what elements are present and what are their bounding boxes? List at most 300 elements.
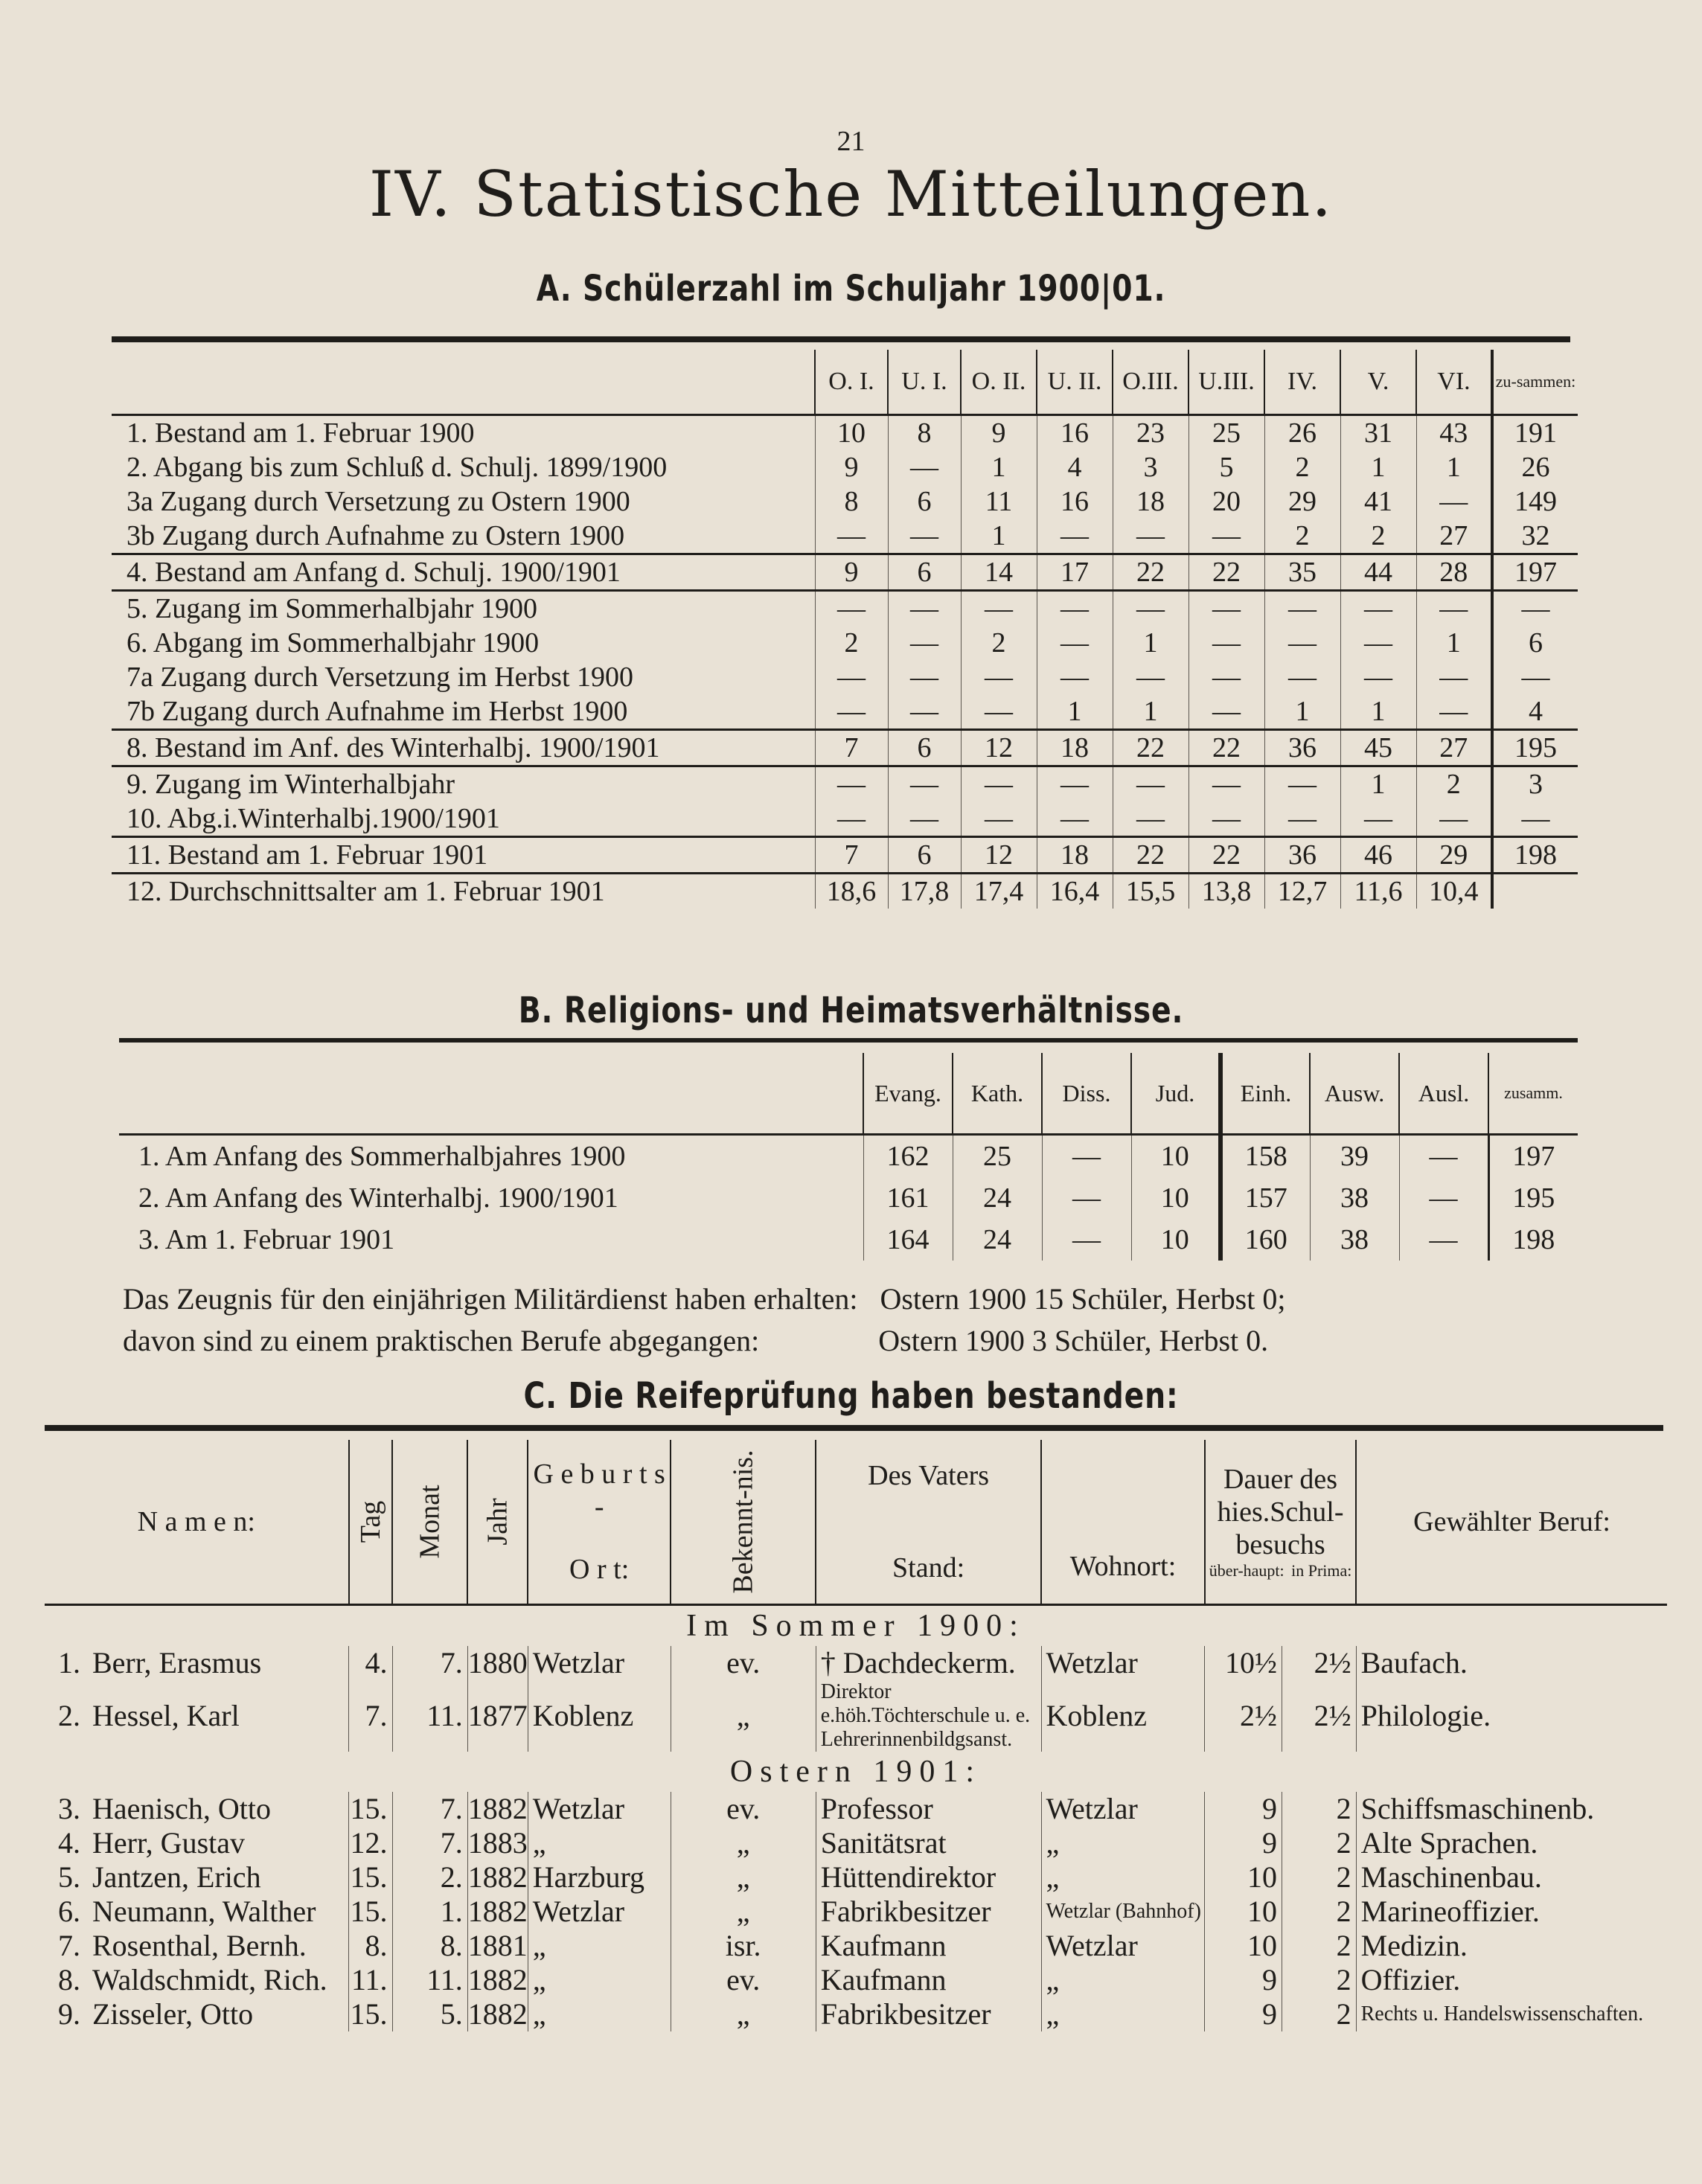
row-total: 26 xyxy=(1492,450,1578,484)
cell-value: 9 xyxy=(961,415,1037,451)
conf-cell: „ xyxy=(671,1895,816,1929)
prima-cell: 2½ xyxy=(1282,1680,1357,1752)
place-cell: „ xyxy=(528,1929,671,1963)
cell-value: — xyxy=(888,801,961,837)
graduate-number: 3. xyxy=(58,1792,80,1825)
graduate-row xyxy=(45,1929,1667,1963)
row-total: 198 xyxy=(1492,837,1578,874)
cell-value: 160 xyxy=(1220,1219,1310,1261)
religion-table xyxy=(119,1053,1578,1261)
year-cell: 1882 xyxy=(467,1997,528,2031)
row-label: 5. Zugang im Sommerhalbjahr 1900 xyxy=(127,593,537,624)
cell-value: — xyxy=(1037,519,1113,554)
prima-cell: 2 xyxy=(1282,1826,1357,1860)
status-cell: Sanitätsrat xyxy=(816,1826,1041,1860)
cell-value: 5 xyxy=(1188,450,1264,484)
cell-value: 43 xyxy=(1416,415,1492,451)
cell-value: — xyxy=(1340,801,1416,837)
column-header: O. II. xyxy=(961,350,1037,415)
row-total: 32 xyxy=(1492,519,1578,554)
cell-value: 11 xyxy=(961,484,1037,519)
table-row xyxy=(112,591,1578,627)
graduate-number: 7. xyxy=(58,1929,80,1962)
cell-value: 16 xyxy=(1037,484,1113,519)
column-header: Jud. xyxy=(1131,1053,1220,1135)
overall-cell: 2½ xyxy=(1205,1680,1282,1752)
cell-value: — xyxy=(1264,660,1340,694)
cell-value: 12 xyxy=(961,837,1037,874)
row-total: 149 xyxy=(1492,484,1578,519)
cell-value: 1 xyxy=(1340,450,1416,484)
cell-value: 8 xyxy=(888,415,961,451)
name-cell xyxy=(45,1929,349,1963)
graduate-row xyxy=(45,1646,1667,1680)
job-cell: Alte Sprachen. xyxy=(1356,1826,1667,1860)
row-total: — xyxy=(1492,591,1578,627)
status-cell: Kaufmann xyxy=(816,1929,1041,1963)
graduate-number: 9. xyxy=(58,1997,80,2031)
residence-cell: „ xyxy=(1041,1826,1205,1860)
name-cell xyxy=(45,1860,349,1895)
year-cell: 1882 xyxy=(467,1792,528,1825)
row-total: 198 xyxy=(1488,1219,1578,1261)
cell-value: 22 xyxy=(1113,730,1188,766)
cell-value: 2 xyxy=(961,626,1037,660)
cell-value: 1 xyxy=(1340,766,1416,802)
cell-value: — xyxy=(1042,1177,1131,1219)
overall-cell: 9 xyxy=(1205,1963,1282,1997)
section-c-heading: C. Die Reifeprüfung haben bestanden: xyxy=(523,1375,1179,1417)
cell-value: 4 xyxy=(1037,450,1113,484)
conf-cell: „ xyxy=(671,1997,816,2031)
status-cell: Fabrikbesitzer xyxy=(816,1895,1041,1929)
year-cell: 1881 xyxy=(467,1929,528,1962)
cell-value: 1 xyxy=(1113,626,1188,660)
conf-cell: isr. xyxy=(671,1929,816,1963)
notes-line1-left: Das Zeugnis für den einjährigen Militärdienst haben erhalten: xyxy=(123,1282,858,1316)
cell-value: 35 xyxy=(1264,554,1340,591)
row-label: 3a Zugang durch Versetzung zu Ostern 1900 xyxy=(127,486,630,517)
conf-cell: ev. xyxy=(671,1963,816,1997)
day-cell: 12. xyxy=(349,1826,392,1860)
cell-value: — xyxy=(961,694,1037,730)
cell-value: 9 xyxy=(815,450,888,484)
cell-value: — xyxy=(815,694,888,730)
graduate-row xyxy=(45,1792,1667,1826)
prima-cell: 2 xyxy=(1282,1963,1357,1997)
job-cell: Medizin. xyxy=(1356,1929,1667,1963)
cell-value: — xyxy=(1416,591,1492,627)
month-cell: 11. xyxy=(392,1680,467,1752)
cell-value: — xyxy=(961,591,1037,627)
father-residence-header: Wohnort: xyxy=(1041,1440,1205,1605)
cell-value: — xyxy=(1037,766,1113,802)
place-cell: „ xyxy=(528,1997,671,2031)
notes-line2-right: Ostern 1900 3 Schüler, Herbst 0. xyxy=(878,1324,1269,1357)
row-total: 195 xyxy=(1488,1177,1578,1219)
name-cell xyxy=(45,1895,349,1929)
row-label: 3. Am 1. Februar 1901 xyxy=(138,1224,395,1255)
total-header: zusamm. xyxy=(1488,1053,1578,1135)
cell-value: — xyxy=(1416,694,1492,730)
graduate-name: Rosenthal, Bernh. xyxy=(92,1929,307,1962)
cell-value: 10 xyxy=(1131,1177,1220,1219)
residence-cell: „ xyxy=(1041,1860,1205,1895)
cell-value: — xyxy=(1340,626,1416,660)
cell-value: — xyxy=(1113,766,1188,802)
confession-header: Bekennt-nis. xyxy=(671,1440,816,1605)
conf-cell: ev. xyxy=(671,1792,816,1826)
day-cell: 15. xyxy=(349,1792,392,1826)
table-row xyxy=(112,484,1578,519)
cell-value: 36 xyxy=(1264,837,1340,874)
cell-value: — xyxy=(1188,694,1264,730)
day-cell: 11. xyxy=(349,1963,392,1997)
day-cell: 4. xyxy=(349,1646,392,1680)
cell-value: 1 xyxy=(1416,450,1492,484)
cell-value: 22 xyxy=(1188,730,1264,766)
cell-value: 22 xyxy=(1113,554,1188,591)
place-cell: Wetzlar xyxy=(528,1792,671,1826)
row-total: 197 xyxy=(1492,554,1578,591)
cell-value: 25 xyxy=(953,1135,1042,1178)
cell-value: — xyxy=(1113,591,1188,627)
cell-value: — xyxy=(1399,1135,1488,1178)
cell-value: — xyxy=(815,519,888,554)
cell-value: — xyxy=(815,660,888,694)
table-row xyxy=(119,1135,1578,1178)
cell-value: 1 xyxy=(1264,694,1340,730)
cell-value: 24 xyxy=(953,1219,1042,1261)
cell-value: 6 xyxy=(888,554,961,591)
overall-cell: 10 xyxy=(1205,1929,1282,1963)
cell-value: 16,4 xyxy=(1037,874,1113,909)
cell-value: 17 xyxy=(1037,554,1113,591)
cell-value: 22 xyxy=(1188,554,1264,591)
job-cell: Marineoffizier. xyxy=(1356,1895,1667,1929)
graduate-number: 5. xyxy=(58,1860,80,1894)
notes-line2-left: davon sind zu einem praktischen Berufe abgegangen: xyxy=(123,1324,760,1357)
section-b-top-rule xyxy=(119,1038,1578,1043)
table-row xyxy=(112,519,1578,554)
table-row xyxy=(112,626,1578,660)
cell-value: 10 xyxy=(1131,1135,1220,1178)
section-a-heading: A. Schülerzahl im Schuljahr 1900|01. xyxy=(536,268,1166,310)
c-header-row xyxy=(45,1440,1667,1605)
column-header: IV. xyxy=(1264,350,1340,415)
conf-cell: „ xyxy=(671,1860,816,1895)
name-cell xyxy=(45,1997,349,2031)
cell-value: 22 xyxy=(1113,837,1188,874)
table-row xyxy=(112,415,1578,451)
table-row xyxy=(112,801,1578,837)
cell-value: 25 xyxy=(1188,415,1264,451)
period-label: Ostern 1901: xyxy=(729,1755,982,1789)
graduate-name: Haenisch, Otto xyxy=(92,1792,271,1825)
status-cell: Direktor e.höh.Töchterschule u. e. Lehrerinnenbildgsanst. xyxy=(816,1680,1041,1752)
cell-value: 10 xyxy=(815,415,888,451)
cell-value: 2 xyxy=(1264,450,1340,484)
graduate-row xyxy=(45,1895,1667,1929)
cell-value: — xyxy=(1188,766,1264,802)
cell-value: — xyxy=(1188,660,1264,694)
cell-value: — xyxy=(1399,1219,1488,1261)
cell-value: 13,8 xyxy=(1188,874,1264,909)
cell-value: 3 xyxy=(1113,450,1188,484)
cell-value: 18 xyxy=(1037,837,1113,874)
cell-value: 1 xyxy=(1416,626,1492,660)
table-row xyxy=(112,660,1578,694)
row-label: 1. Bestand am 1. Februar 1900 xyxy=(127,417,475,449)
graduate-number: 1. xyxy=(58,1646,80,1679)
cell-value: 161 xyxy=(863,1177,953,1219)
cell-value: — xyxy=(1399,1177,1488,1219)
graduate-row xyxy=(45,1997,1667,2031)
cell-value: 2 xyxy=(1264,519,1340,554)
cell-value: 6 xyxy=(888,484,961,519)
cell-value: — xyxy=(1264,626,1340,660)
month-cell: 5. xyxy=(392,1997,467,2031)
cell-value: 157 xyxy=(1220,1177,1310,1219)
period-label: Im Sommer 1900: xyxy=(686,1609,1026,1643)
cell-value: — xyxy=(1264,766,1340,802)
total-header: zu-sammen: xyxy=(1492,350,1578,415)
column-header: Diss. xyxy=(1042,1053,1131,1135)
prima-cell: 2½ xyxy=(1282,1646,1357,1680)
job-cell: Rechts u. Handelswissenschaften. xyxy=(1356,1997,1667,2031)
cell-value: 7 xyxy=(815,837,888,874)
row-total: 3 xyxy=(1492,766,1578,802)
row-total: — xyxy=(1492,660,1578,694)
cell-value: — xyxy=(1188,801,1264,837)
cell-value: — xyxy=(1113,801,1188,837)
cell-value: 31 xyxy=(1340,415,1416,451)
cell-value: 7 xyxy=(815,730,888,766)
graduate-name: Herr, Gustav xyxy=(92,1826,245,1860)
job-cell: Baufach. xyxy=(1356,1646,1667,1680)
cell-value: — xyxy=(1264,801,1340,837)
cell-value: 17,4 xyxy=(961,874,1037,909)
name-header: N a m e n: xyxy=(45,1440,349,1605)
conf-cell: ev. xyxy=(671,1646,816,1680)
cell-value: — xyxy=(1416,801,1492,837)
student-count-table xyxy=(112,350,1578,909)
column-header: Einh. xyxy=(1220,1053,1310,1135)
name-cell xyxy=(45,1646,349,1680)
cell-value: — xyxy=(1188,519,1264,554)
row-total xyxy=(1492,874,1578,909)
year-cell: 1882 xyxy=(467,1963,528,1996)
year-cell: 1880 xyxy=(467,1646,528,1679)
overall-cell: 10 xyxy=(1205,1860,1282,1895)
day-cell: 8. xyxy=(349,1929,392,1963)
prima-cell: 2 xyxy=(1282,1997,1357,2031)
cell-value: — xyxy=(1340,660,1416,694)
status-cell: Kaufmann xyxy=(816,1963,1041,1997)
cell-value: 41 xyxy=(1340,484,1416,519)
cell-value: 27 xyxy=(1416,730,1492,766)
table-row xyxy=(119,1219,1578,1261)
job-cell: Offizier. xyxy=(1356,1963,1667,1997)
cell-value: — xyxy=(1113,519,1188,554)
graduate-number: 6. xyxy=(58,1895,80,1928)
cell-value: 1 xyxy=(1113,694,1188,730)
conf-cell: „ xyxy=(671,1680,816,1752)
residence-cell: Wetzlar xyxy=(1041,1646,1205,1680)
cell-value: 1 xyxy=(961,450,1037,484)
cell-value: — xyxy=(888,591,961,627)
month-cell: 7. xyxy=(392,1826,467,1860)
residence-cell: Koblenz xyxy=(1041,1680,1205,1752)
residence-cell: Wetzlar (Bahnhof) xyxy=(1041,1895,1205,1929)
cell-value: — xyxy=(888,660,961,694)
cell-value: — xyxy=(961,766,1037,802)
cell-value: — xyxy=(961,801,1037,837)
cell-value: 15,5 xyxy=(1113,874,1188,909)
table-row xyxy=(112,837,1578,874)
cell-value: 164 xyxy=(863,1219,953,1261)
cell-value: 38 xyxy=(1310,1219,1399,1261)
period-row xyxy=(45,1752,1667,1792)
row-total: 197 xyxy=(1488,1135,1578,1178)
cell-value: 11,6 xyxy=(1340,874,1416,909)
overall-cell: 9 xyxy=(1205,1792,1282,1826)
cell-value: 12 xyxy=(961,730,1037,766)
birthplace-header: G e b u r t s - O r t: xyxy=(528,1440,671,1605)
duration-header: Dauer des hies.Schul-besuchs über-haupt: in Prima: xyxy=(1205,1440,1356,1605)
month-cell: 2. xyxy=(392,1860,467,1895)
graduate-row xyxy=(45,1680,1667,1752)
graduate-number: 4. xyxy=(58,1826,80,1860)
row-label: 12. Durchschnittsalter am 1. Februar 1901 xyxy=(127,876,605,907)
graduate-row xyxy=(45,1826,1667,1860)
cell-value: 17,8 xyxy=(888,874,961,909)
place-cell: Wetzlar xyxy=(528,1895,671,1929)
cell-value: 27 xyxy=(1416,519,1492,554)
row-total: 191 xyxy=(1492,415,1578,451)
page-number: 21 xyxy=(836,126,866,157)
row-total: 4 xyxy=(1492,694,1578,730)
notes-line1-right: Ostern 1900 15 Schüler, Herbst 0; xyxy=(880,1282,1286,1316)
section-c-top-rule xyxy=(45,1425,1663,1431)
row-label: 11. Bestand am 1. Februar 1901 xyxy=(112,837,815,874)
cell-value: — xyxy=(1042,1135,1131,1178)
residence-cell: „ xyxy=(1041,1963,1205,1997)
name-cell xyxy=(45,1792,349,1826)
cell-value: — xyxy=(888,766,961,802)
period-row xyxy=(45,1605,1667,1647)
job-cell: Philologie. xyxy=(1356,1680,1667,1752)
cell-value: 2 xyxy=(815,626,888,660)
table-row xyxy=(119,1177,1578,1219)
section-a-top-rule xyxy=(112,336,1570,342)
cell-value: 29 xyxy=(1416,837,1492,874)
cell-value: 6 xyxy=(888,837,961,874)
month-cell: 1. xyxy=(392,1895,467,1929)
year-cell: 1882 xyxy=(467,1860,528,1894)
row-label: 2. Abgang bis zum Schluß d. Schulj. 1899/1900 xyxy=(127,452,668,483)
overall-cell: 9 xyxy=(1205,1997,1282,2031)
year-header: Jahr xyxy=(467,1440,528,1605)
cell-value: 45 xyxy=(1340,730,1416,766)
overall-cell: 10½ xyxy=(1205,1646,1282,1680)
column-header: U. II. xyxy=(1037,350,1113,415)
day-cell: 15. xyxy=(349,1860,392,1895)
table-row xyxy=(112,694,1578,730)
graduate-name: Waldschmidt, Rich. xyxy=(92,1963,327,1996)
column-header: VI. xyxy=(1416,350,1492,415)
column-header: Evang. xyxy=(863,1053,953,1135)
overall-cell: 9 xyxy=(1205,1826,1282,1860)
place-cell: „ xyxy=(528,1826,671,1860)
place-cell: Koblenz xyxy=(528,1680,671,1752)
cell-value: 1 xyxy=(1340,694,1416,730)
cell-value: 8 xyxy=(815,484,888,519)
table-header-row xyxy=(112,350,1578,415)
name-cell xyxy=(45,1963,349,1997)
military-certificate-notes xyxy=(123,1278,1285,1362)
row-label: 2. Am Anfang des Winterhalbj. 1900/1901 xyxy=(138,1182,618,1214)
column-header: U. I. xyxy=(888,350,961,415)
row-label: 8. Bestand im Anf. des Winterhalbj. 1900/1901 xyxy=(112,730,815,766)
prima-cell: 2 xyxy=(1282,1792,1357,1826)
cell-value: — xyxy=(1188,626,1264,660)
cell-value: — xyxy=(961,660,1037,694)
status-cell: Hüttendirektor xyxy=(816,1860,1041,1895)
month-cell: 11. xyxy=(392,1963,467,1997)
cell-value: 1 xyxy=(961,519,1037,554)
cell-value: 38 xyxy=(1310,1177,1399,1219)
residence-cell: „ xyxy=(1041,1997,1205,2031)
table-row xyxy=(112,450,1578,484)
cell-value: — xyxy=(1416,484,1492,519)
status-cell: † Dachdeckerm. xyxy=(816,1646,1041,1680)
page-title: IV. Statistische Mitteilungen. xyxy=(368,158,1334,231)
cell-value: — xyxy=(1037,626,1113,660)
column-header: O.III. xyxy=(1113,350,1188,415)
graduate-row xyxy=(45,1860,1667,1895)
cell-value: — xyxy=(1037,801,1113,837)
cell-value: — xyxy=(888,626,961,660)
row-total: 195 xyxy=(1492,730,1578,766)
graduates-table xyxy=(45,1440,1667,2031)
cell-value: 162 xyxy=(863,1135,953,1178)
cell-value: 18 xyxy=(1037,730,1113,766)
cell-value: — xyxy=(888,450,961,484)
table-row xyxy=(112,874,1578,909)
cell-value: — xyxy=(815,591,888,627)
year-cell: 1882 xyxy=(467,1895,528,1928)
table-header-row xyxy=(119,1053,1578,1135)
cell-value: 39 xyxy=(1310,1135,1399,1178)
row-total: — xyxy=(1492,801,1578,837)
row-label: 9. Zugang im Winterhalbjahr xyxy=(127,769,455,800)
status-cell: Fabrikbesitzer xyxy=(816,1997,1041,2031)
father-status-header: Des Vaters Stand: xyxy=(816,1440,1041,1605)
cell-value: 23 xyxy=(1113,415,1188,451)
cell-value: — xyxy=(1188,591,1264,627)
cell-value: — xyxy=(888,519,961,554)
cell-value: 2 xyxy=(1340,519,1416,554)
prima-cell: 2 xyxy=(1282,1860,1357,1895)
cell-value: 24 xyxy=(953,1177,1042,1219)
name-cell xyxy=(45,1680,349,1752)
column-header: V. xyxy=(1340,350,1416,415)
row-label: 1. Am Anfang des Sommerhalbjahres 1900 xyxy=(138,1141,626,1172)
cell-value: 10 xyxy=(1131,1219,1220,1261)
graduate-name: Berr, Erasmus xyxy=(92,1646,262,1679)
cell-value: 20 xyxy=(1188,484,1264,519)
